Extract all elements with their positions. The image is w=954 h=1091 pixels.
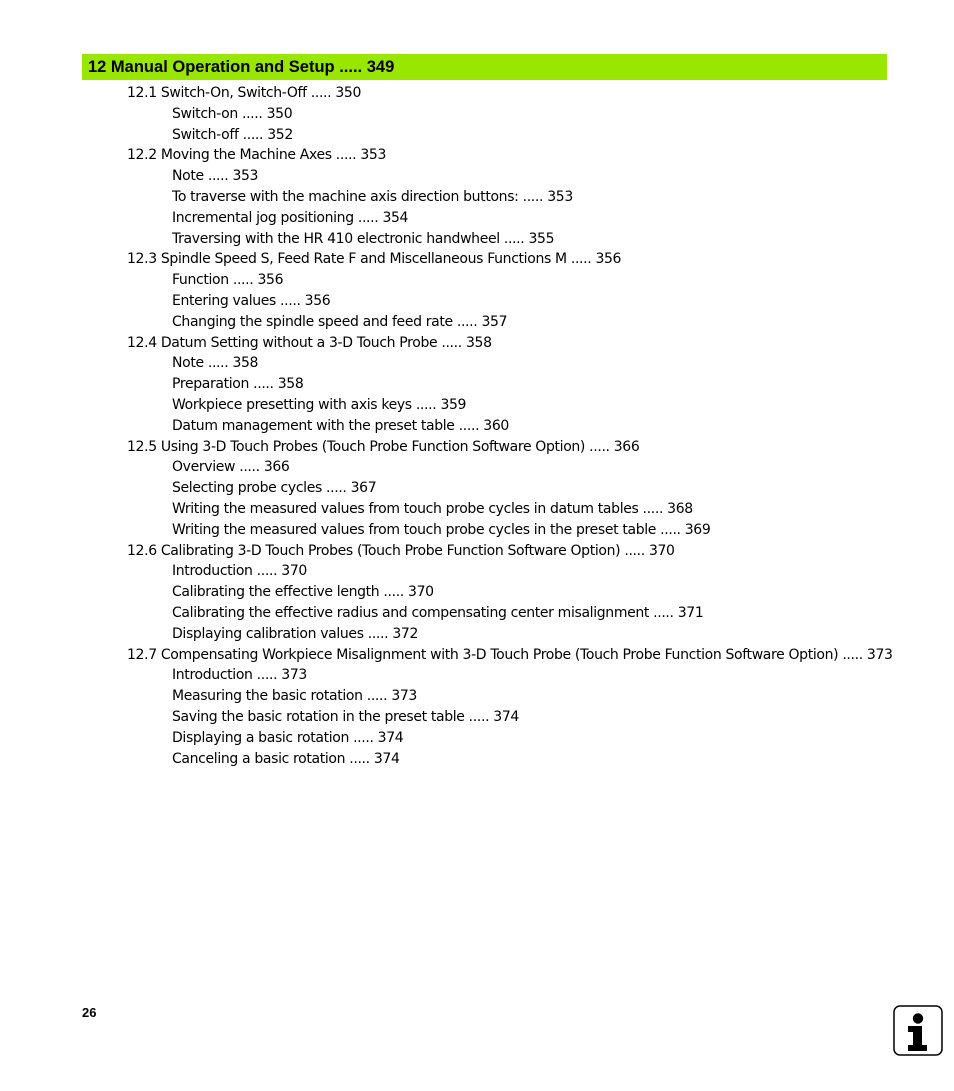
toc-subsection-entry[interactable]: Datum management with the preset table ..... 360 [172,417,509,434]
toc-subsection-entry[interactable]: Note ..... 358 [172,355,259,372]
page-number: 26 [82,1005,97,1020]
toc-subsection-entry[interactable]: Writing the measured values from touch probe cycles in datum tables ..... 368 [172,500,693,517]
toc-subsection-entry[interactable]: Calibrating the effective radius and compensating center misalignment ..... 371 [172,604,704,621]
toc-subsection-entry[interactable]: Measuring the basic rotation ..... 373 [172,688,417,705]
toc-section-entry[interactable]: 12.3 Spindle Speed S, Feed Rate F and Miscellaneous Functions M ..... 356 [127,251,622,268]
toc-subsection-entry[interactable]: To traverse with the machine axis direction buttons: ..... 353 [172,188,573,205]
toc-subsection-entry[interactable]: Workpiece presetting with axis keys ..... 359 [172,396,467,413]
info-icon [893,1005,943,1056]
toc-subsection-entry[interactable]: Switch-on ..... 350 [172,105,293,122]
toc-subsection-entry[interactable]: Incremental jog positioning ..... 354 [172,209,409,226]
toc-subsection-entry[interactable]: Function ..... 356 [172,272,284,289]
toc-section-entry[interactable]: 12.5 Using 3-D Touch Probes (Touch Probe Function Software Option) ..... 366 [127,438,640,455]
toc-subsection-entry[interactable]: Changing the spindle speed and feed rate ..... 357 [172,313,508,330]
chapter-title: 12 Manual Operation and Setup ..... 349 [88,58,395,76]
toc-subsection-entry[interactable]: Note ..... 353 [172,168,259,185]
toc-subsection-entry[interactable]: Traversing with the HR 410 electronic handwheel ..... 355 [172,230,555,247]
toc-subsection-entry[interactable]: Selecting probe cycles ..... 367 [172,480,377,497]
toc-subsection-entry[interactable]: Saving the basic rotation in the preset table ..... 374 [172,708,519,725]
toc-section-entry[interactable]: 12.7 Compensating Workpiece Misalignment with 3-D Touch Probe (Touch Probe Function Software Option) ..... 373 [127,646,893,663]
toc-subsection-entry[interactable]: Preparation ..... 358 [172,376,304,393]
toc-subsection-entry[interactable]: Introduction ..... 373 [172,667,307,684]
toc-subsection-entry[interactable]: Displaying calibration values ..... 372 [172,625,419,642]
toc-subsection-entry[interactable]: Calibrating the effective length ..... 370 [172,584,434,601]
toc-section-entry[interactable]: 12.2 Moving the Machine Axes ..... 353 [127,147,387,164]
toc-subsection-entry[interactable]: Entering values ..... 356 [172,292,331,309]
toc-subsection-entry[interactable]: Overview ..... 366 [172,459,290,476]
table-of-contents [0,83,954,769]
toc-section-entry[interactable]: 12.1 Switch-On, Switch-Off ..... 350 [127,85,362,101]
toc-subsection-entry[interactable]: Introduction ..... 370 [172,563,307,580]
toc-subsection-entry[interactable]: Switch-off ..... 352 [172,126,293,143]
toc-subsection-entry[interactable]: Writing the measured values from touch probe cycles in the preset table ..... 369 [172,521,711,538]
chapter-heading-bar [82,54,887,80]
toc-section-entry[interactable]: 12.6 Calibrating 3-D Touch Probes (Touch Probe Function Software Option) ..... 370 [127,542,675,559]
toc-subsection-entry[interactable]: Displaying a basic rotation ..... 374 [172,729,404,746]
toc-subsection-entry[interactable]: Canceling a basic rotation ..... 374 [172,750,400,767]
toc-section-entry[interactable]: 12.4 Datum Setting without a 3-D Touch Probe ..... 358 [127,334,492,351]
